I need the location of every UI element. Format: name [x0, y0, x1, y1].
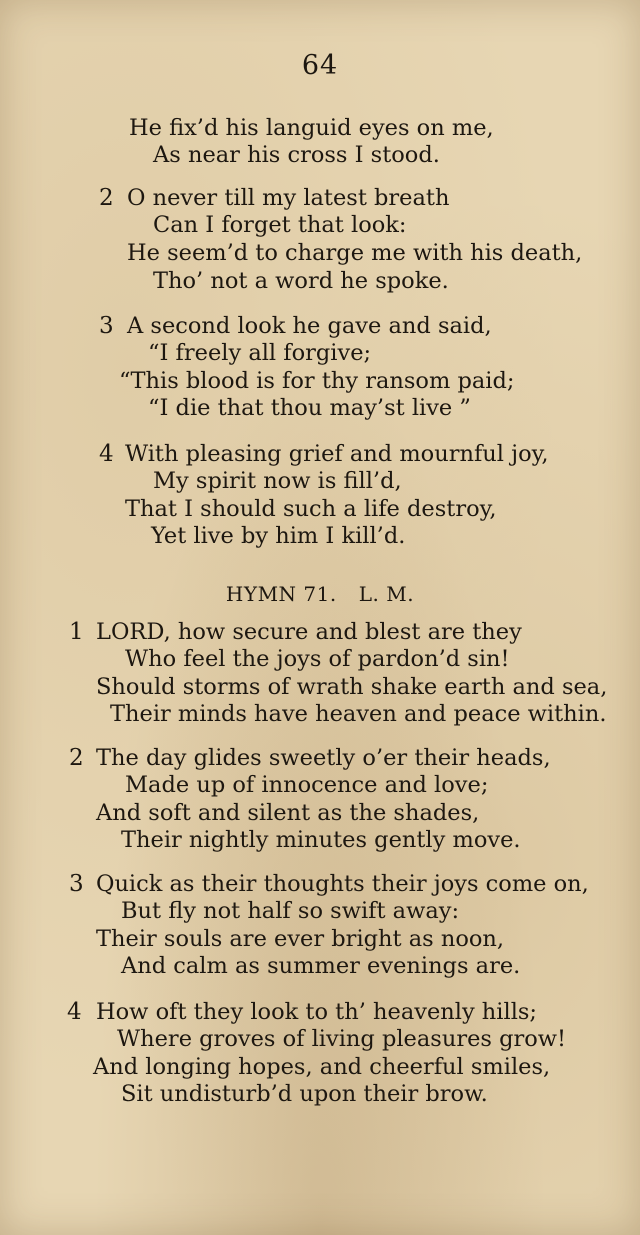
verse-line: Their souls are ever bright as noon, [96, 926, 505, 952]
stanza-number: 4 [99, 441, 114, 467]
hymn-title: HYMN 71. [225, 582, 337, 606]
stanza-number: 3 [69, 871, 84, 897]
stanza-number: 2 [69, 745, 84, 771]
verse-line: And calm as summer evenings are. [121, 953, 521, 979]
verse-line: LORD, how secure and blest are they [96, 619, 522, 645]
verse-line: Yet live by him I kill’d. [151, 523, 406, 549]
verse-line: “This blood is for thy ransom paid; [119, 368, 515, 394]
verse-line: Where groves of living pleasures grow! [117, 1026, 567, 1052]
verse-line: Sit undisturb’d upon their brow. [121, 1081, 488, 1107]
verse-line: Tho’ not a word he spoke. [153, 268, 449, 294]
verse-line: Their nightly minutes gently move. [121, 827, 521, 853]
verse-line: That I should such a life destroy, [125, 496, 497, 522]
page-number: 64 [301, 50, 339, 81]
verse-line: As near his cross I stood. [153, 142, 440, 168]
verse-line: The day glides sweetly o’er their heads, [96, 745, 551, 771]
hymn-heading [0, 582, 640, 606]
verse-line: A second look he gave and said, [127, 313, 492, 339]
stanza-number: 4 [67, 999, 82, 1025]
verse-line: My spirit now is fill’d, [153, 468, 402, 494]
verse-line: But fly not half so swift away: [121, 898, 460, 924]
stanza-number: 2 [99, 185, 114, 211]
verse-line: Should storms of wrath shake earth and sea, [96, 674, 608, 700]
verse-line: He seem’d to charge me with his death, [127, 240, 583, 266]
verse-line: How oft they look to th’ heavenly hills; [96, 999, 538, 1025]
verse-line: Who feel the joys of pardon’d sin! [125, 646, 510, 672]
stanza-number: 1 [69, 619, 84, 645]
hymn-meter: L. M. [358, 582, 415, 606]
verse-line: Can I forget that look: [153, 212, 407, 238]
stanza-number: 3 [99, 313, 114, 339]
verse-line: With pleasing grief and mournful joy, [125, 441, 549, 467]
verse-line: He fix’d his languid eyes on me, [129, 115, 494, 141]
verse-line: Their minds have heaven and peace within. [110, 701, 607, 727]
verse-line: Made up of innocence and love; [125, 772, 489, 798]
verse-line: “I freely all forgive; [148, 340, 372, 366]
verse-line: Quick as their thoughts their joys come on, [96, 871, 589, 897]
verse-line: And longing hopes, and cheerful smiles, [93, 1054, 551, 1080]
verse-line: O never till my latest breath [127, 185, 450, 211]
verse-line: “I die that thou may’st live ” [148, 395, 471, 421]
verse-line: And soft and silent as the shades, [96, 800, 480, 826]
